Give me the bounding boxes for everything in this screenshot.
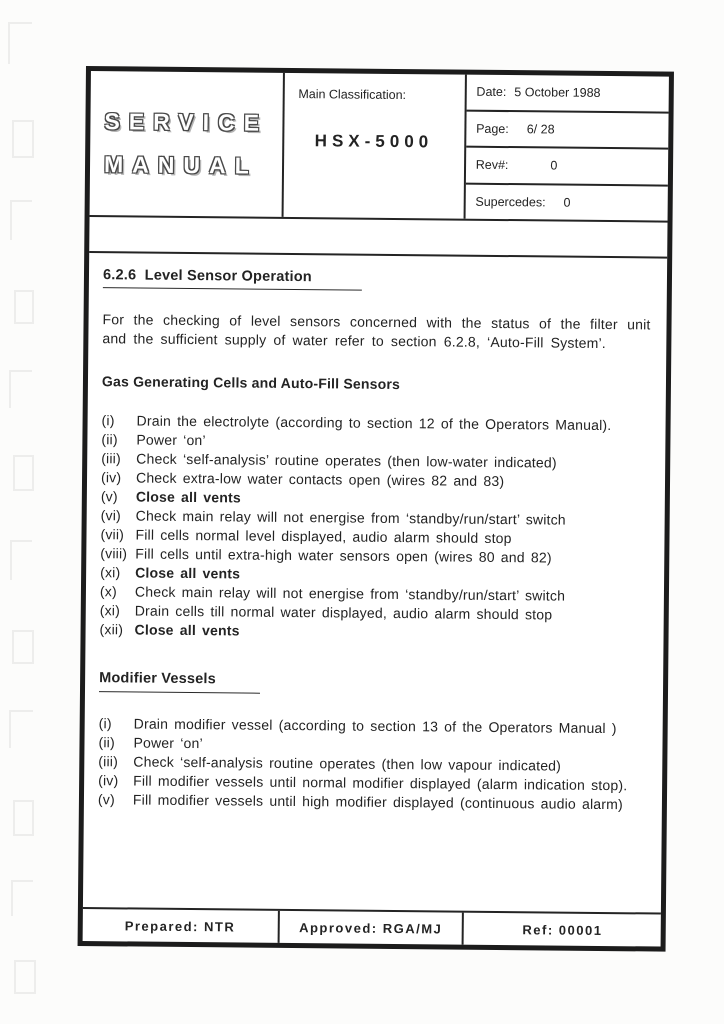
scan-artifact: [10, 200, 32, 240]
step-text: Fill modifier vessels until normal modifier displayed (alarm indication stop).: [133, 772, 628, 794]
step-text: Fill cells until extra-high water sensors open (wires 80 and 82): [135, 545, 552, 566]
step-text: Check main relay will not energise from ‘standby/run/start’ switch: [135, 507, 566, 528]
date-row: [466, 75, 669, 113]
procedure-list-modifier-vessels: [98, 714, 647, 814]
scan-artifact: [8, 22, 32, 64]
supercedes-value: 0: [563, 195, 571, 210]
model-number: HSX-5000: [314, 131, 434, 152]
scan-artifact: [14, 290, 34, 324]
step-marker: (ii): [101, 431, 118, 448]
step-text: Check ‘self-analysis routine operates (then low vapour indicated): [133, 753, 562, 774]
step-marker: (iii): [101, 450, 121, 467]
rev-value: 0: [550, 158, 558, 173]
document-page-frame: [78, 66, 674, 952]
classification-label: Main Classification:: [298, 87, 407, 103]
step-text: Check ‘self-analysis’ routine operates (then low-water indicated): [136, 450, 557, 471]
step-text: Fill cells normal level displayed, audio alarm should stop: [135, 526, 512, 547]
header-spacer-band: [89, 217, 667, 259]
step-text: Fill modifier vessels until high modifier displayed (continuous audio alarm): [132, 791, 623, 813]
step-marker: (xi): [99, 602, 121, 619]
scan-artifact: [9, 710, 33, 748]
step-marker: (v): [97, 791, 115, 808]
approved-cell: Approved: RGA/MJ: [279, 911, 464, 945]
section-heading: 6.2.6 Level Sensor Operation: [103, 266, 362, 290]
step-marker: (v): [100, 488, 118, 505]
scan-artifact: [13, 455, 34, 491]
date-value: 5 October 1988: [514, 85, 601, 101]
step-marker: (iii): [98, 753, 119, 770]
document-body: [83, 253, 667, 913]
step-text: Power ‘on’: [136, 431, 206, 449]
scan-artifact: [9, 370, 32, 408]
scan-artifact: [14, 960, 36, 994]
step-text: Close all vents: [135, 488, 241, 506]
list2-heading: Modifier Vessels: [99, 669, 260, 694]
manual-title-line1: SERVICE: [104, 108, 269, 136]
scan-artifact: [10, 540, 32, 580]
header-info-column: [465, 75, 669, 221]
classification-cell: [283, 73, 466, 219]
list1-heading: Gas Generating Cells and Auto-Fill Sensors: [101, 373, 401, 393]
step-text: Check main relay will not energise from ‘standby/run/start’ switch: [134, 583, 566, 604]
prepared-cell: Prepared: NTR: [83, 909, 280, 943]
step-marker: (viii): [100, 545, 128, 562]
rev-label: Rev#:: [475, 157, 509, 173]
step-text: Close all vents: [134, 621, 240, 639]
step-marker: (xi): [100, 564, 121, 581]
step-marker: (xii): [99, 621, 124, 638]
intro-paragraph: For the checking of level sensors concerned with the status of the filter unit and the sufficient supply of water refer to section 6.2.8, ‘Auto-Fill System’.: [102, 311, 651, 352]
procedure-step: [98, 790, 646, 814]
step-text: Drain modifier vessel (according to section 13 of the Operators Manual ): [133, 715, 617, 737]
step-marker: (ii): [98, 734, 115, 751]
step-marker: (iv): [100, 469, 122, 486]
step-text: Drain the electrolyte (according to section 12 of the Operators Manual).: [136, 412, 612, 434]
manual-title-line2: MANUAL: [103, 151, 258, 179]
step-text: Close all vents: [135, 564, 241, 582]
page-label: Page:: [476, 121, 509, 136]
step-marker: (vii): [100, 526, 125, 543]
supercedes-label: Supercedes:: [475, 194, 546, 210]
ref-cell: Ref: 00001: [522, 921, 603, 938]
step-marker: (i): [98, 715, 112, 732]
procedure-list-gas-cells: [99, 411, 649, 644]
footer-table: [83, 907, 661, 947]
step-marker: (iv): [98, 772, 119, 789]
step-text: Check extra-low water contacts open (wires 82 and 83): [135, 469, 505, 490]
step-text: Power ‘on’: [133, 734, 203, 752]
step-marker: (i): [101, 412, 115, 429]
scan-artifact: [12, 120, 34, 158]
step-text: Drain cells till normal water displayed, audio alarm should stop: [134, 602, 553, 623]
scan-artifact: [12, 630, 34, 664]
supercedes-row: [465, 184, 668, 220]
rev-row: [466, 148, 669, 186]
page-row: [466, 111, 669, 149]
manual-title-cell: [90, 71, 285, 217]
scan-artifact: [11, 880, 33, 916]
header-table: [90, 71, 669, 223]
date-label: Date:: [476, 84, 507, 100]
step-marker: (vi): [100, 507, 122, 524]
step-marker: (x): [99, 583, 117, 600]
scan-artifact: [13, 800, 34, 836]
page-value: 6/ 28: [526, 121, 555, 137]
